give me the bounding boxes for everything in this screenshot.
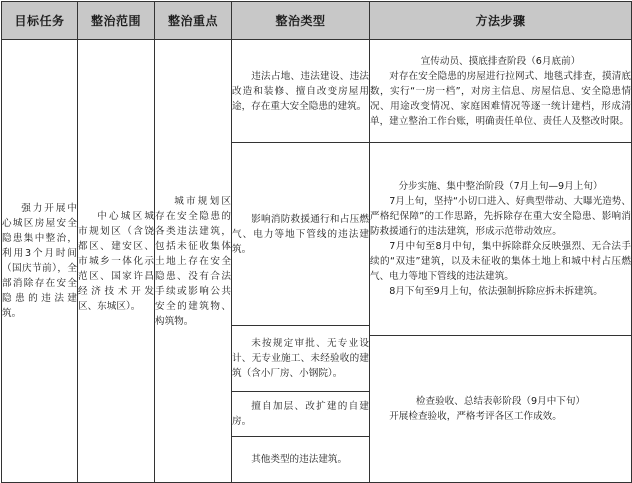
type-cell-2: 影响消防救援通行和占压燃气、电力等地下管线的违法建筑。 (232, 143, 370, 326)
header-steps: 方法步骤 (370, 2, 632, 40)
type-cell-4: 擅自加层、改扩建的自建房。 (232, 392, 370, 437)
header-focus: 整治重点 (155, 2, 232, 40)
target-task-cell: 强力开展中心城区房屋安全隐患集中整治，利用3个月时间（国庆节前），全部消除存在安全隐患的违法建筑。 (2, 40, 78, 483)
focus-cell: 城市规划区存在安全隐患的各类违法建筑，包括未征收集体土地上存在安全隐患、没有合法手续或影响公共安全的建筑物、构筑物。 (155, 40, 232, 483)
phase2-p2: 7月中旬至8月中旬，集中拆除群众反映强烈、无合法手续的“双违”建筑，以及未征收的集体土地上和城中村占压燃气、电力等地下管线的违法建筑。 (370, 241, 631, 282)
phase2-title: 分步实施、集中整治阶段（7月上旬—9月上旬） (398, 181, 603, 192)
header-target-task: 目标任务 (2, 2, 78, 40)
phase2-p3: 8月下旬至9月上旬，依法强制拆除应拆未拆建筑。 (389, 286, 603, 297)
header-row (2, 2, 632, 40)
phase3-title: 检查验收、总结表彰阶段（9月中下旬） (415, 396, 586, 407)
phase1-title: 宣传动员、摸底排查阶段（6月底前） (420, 55, 581, 67)
phase2-p1: 7月上旬，坚持“小切口进入、好典型带动、大曝光造势、严格纪保障”的工作思路，先拆除存在重大安全隐患、影响消防救援通行的违法建筑，形成示范带动效应。 (370, 196, 631, 237)
type-cell-3: 未按规定审批、无专业设计、无专业施工、未经验收的建筑（含小厂房、小钢院）。 (232, 326, 370, 392)
type-cell-1: 违法占地、违法建设、违法改造和装修、擅自改变房屋用途，存在重大安全隐患的建筑。 (232, 40, 370, 143)
steps-phase1-cell (370, 40, 632, 143)
header-scope: 整治范围 (78, 2, 155, 40)
steps-phase2-cell (370, 143, 632, 336)
header-type: 整治类型 (232, 2, 370, 40)
phase1-text: 对存在安全隐患的房屋进行拉网式、地毯式排查，摸清底数，实行“一房一档”，对房主信息、房屋信息、安全隐患情况、用途改变情况、家庭困难情况等逐一统计建档，形成清单，建立整治工作台账，明确责任单位、责任人及整改时限。 (370, 70, 631, 127)
type-cell-5: 其他类型的违法建筑。 (232, 437, 370, 483)
steps-phase3-cell (370, 336, 632, 483)
phase3-text: 开展检查验收，严格考评各区工作成效。 (389, 411, 562, 422)
rectification-table (1, 1, 632, 483)
scope-cell: 中心城区城市规划区（含饶都区、建安区、市城乡一体化示范区、国家许昌经济技术开发区、东城区）。 (78, 40, 155, 483)
